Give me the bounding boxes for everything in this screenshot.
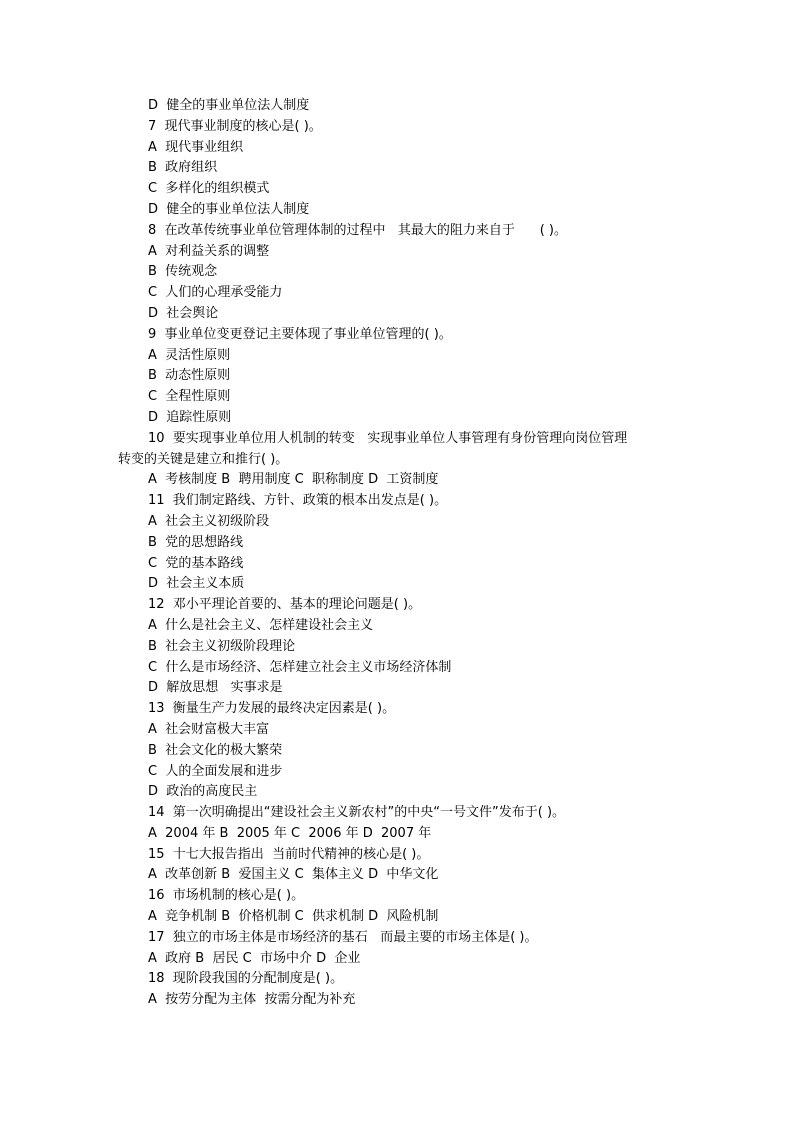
text-line: A 2004 年 B 2005 年 C 2006 年 D 2007 年	[148, 825, 432, 841]
text-line: C 党的基本路线	[148, 555, 244, 571]
text-line: 13 衡量生产力发展的最终决定因素是( )。	[148, 701, 396, 717]
text-line: 9 事业单位变更登记主要体现了事业单位管理的( )。	[148, 326, 452, 342]
text-line: D 追踪性原则	[148, 409, 232, 425]
text-line: A 社会主义初级阶段	[148, 513, 270, 529]
text-line: A 竞争机制 B 价格机制 C 供求机制 D 风险机制	[148, 909, 439, 925]
text-line: 转变的关键是建立和推行( )。	[118, 451, 289, 467]
text-line: 7 现代事业制度的核心是( )。	[148, 118, 322, 134]
text-line: A 对利益关系的调整	[148, 243, 270, 259]
text-line: B 动态性原则	[148, 368, 231, 384]
text-line: A 考核制度 B 聘用制度 C 职称制度 D 工资制度	[148, 472, 439, 488]
text-line: D 政治的高度民主	[148, 784, 258, 800]
text-line: B 传统观念	[148, 264, 218, 280]
text-line: C 人们的心理承受能力	[148, 285, 283, 301]
text-line: B 社会主义初级阶段理论	[148, 638, 296, 654]
text-line: C 什么是市场经济、怎样建立社会主义市场经济体制	[148, 659, 452, 675]
text-line: 17 独立的市场主体是市场经济的基石 而最主要的市场主体是( )。	[148, 929, 538, 945]
text-line: B 社会文化的极大繁荣	[148, 742, 283, 758]
text-line: D 社会主义本质	[148, 576, 245, 592]
text-line: 15 十七大报告指出 当前时代精神的核心是( )。	[148, 846, 430, 862]
text-line: A 现代事业组织	[148, 139, 244, 155]
text-line: C 人的全面发展和进步	[148, 763, 283, 779]
text-line: D 健全的事业单位法人制度	[148, 201, 310, 217]
text-line: A 社会财富极大丰富	[148, 721, 270, 737]
text-line: A 灵活性原则	[148, 347, 231, 363]
text-line: A 改革创新 B 爱国主义 C 集体主义 D 中华文化	[148, 867, 439, 883]
text-line: D 健全的事业单位法人制度	[148, 98, 310, 113]
text-line: 16 市场机制的核心是( )。	[148, 888, 305, 904]
text-line: C 全程性原则	[148, 389, 231, 405]
text-line: B 政府组织	[148, 160, 218, 176]
text-line: D 社会舆论	[148, 305, 219, 321]
text-line: 8 在改革传统事业单位管理体制的过程中 其最大的阻力来自于 ( )。	[148, 222, 568, 238]
text-line: 10 要实现事业单位用人机制的转变 实现事业单位人事管理有身份管理向岗位管理	[148, 430, 628, 446]
text-line: A 什么是社会主义、怎样建设社会主义	[148, 617, 374, 633]
text-line: 12 邓小平理论首要的、基本的理论问题是( )。	[148, 597, 422, 613]
document-body	[0, 96, 794, 1011]
text-line: 14 第一次明确提出“建设社会主义新农村”的中央“一号文件”发布于( )。	[148, 805, 566, 821]
text-line: 11 我们制定路线、方针、政策的根本出发点是( )。	[148, 493, 448, 509]
text-line: C 多样化的组织模式	[148, 181, 270, 197]
text-line: B 党的思想路线	[148, 534, 244, 550]
text-line: 18 现阶段我国的分配制度是( )。	[148, 971, 344, 987]
text-line: A 按劳分配为主体 按需分配为补充	[148, 992, 356, 1008]
text-line: D 解放思想 实事求是	[148, 680, 283, 696]
text-line: A 政府 B 居民 C 市场中介 D 企业	[148, 950, 361, 966]
